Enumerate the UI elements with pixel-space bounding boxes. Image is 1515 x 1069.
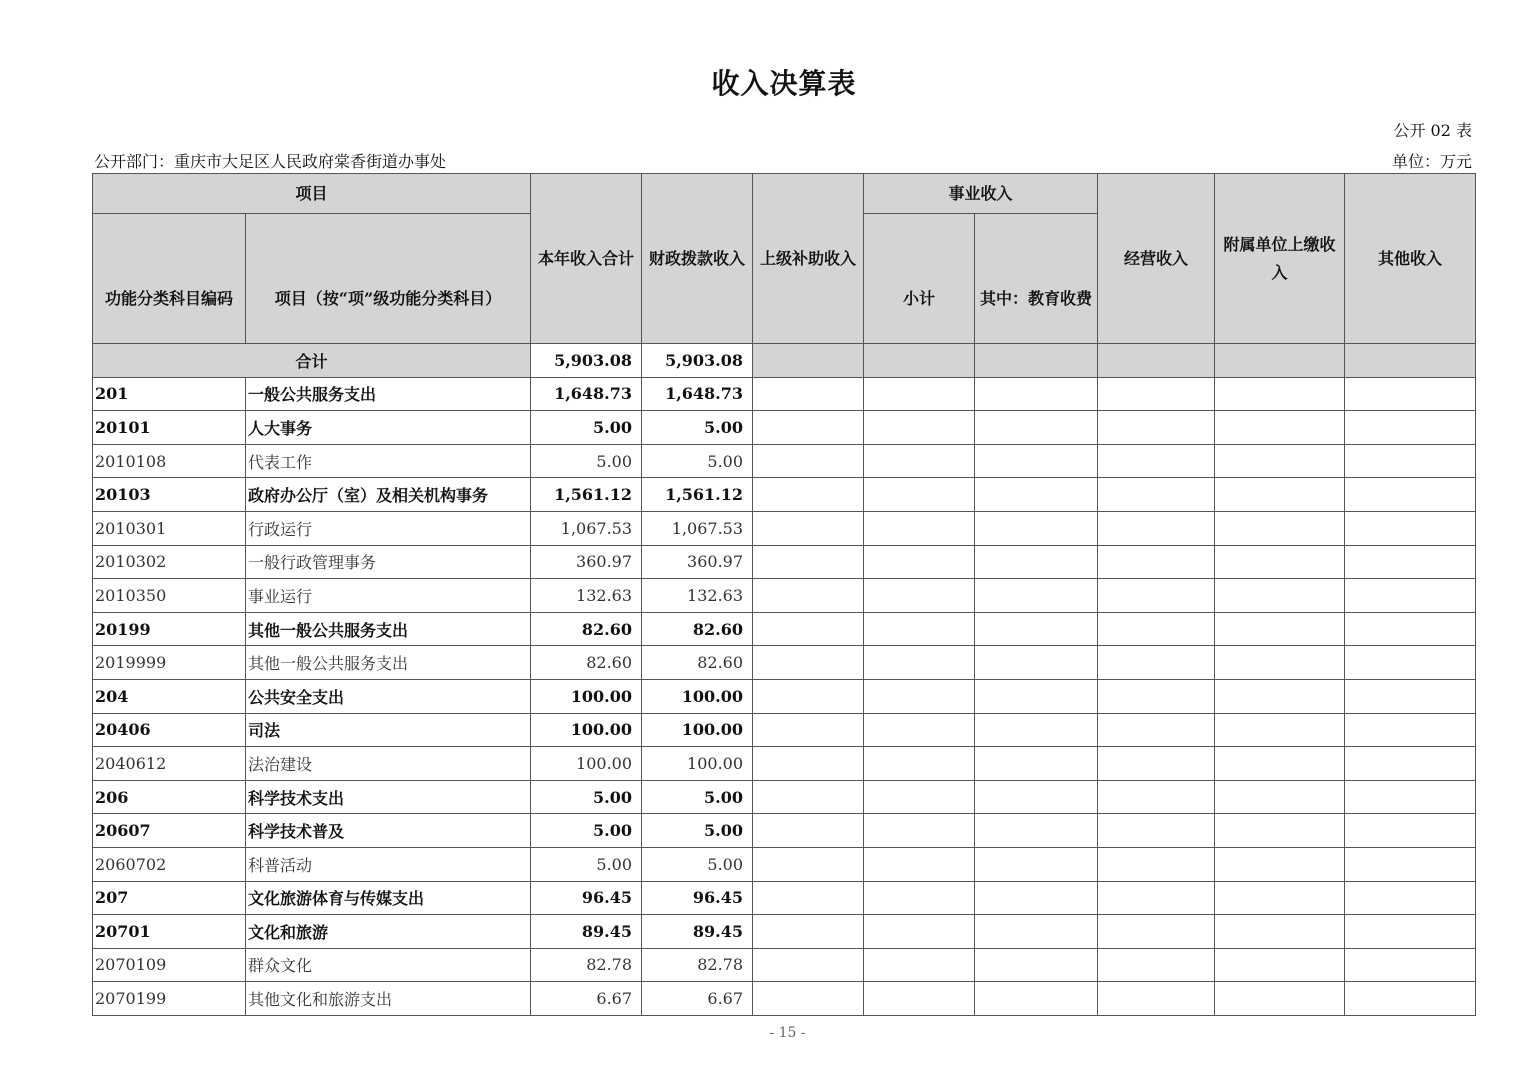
unit-label: 单位：万元 bbox=[1391, 152, 1472, 171]
row-upper bbox=[753, 982, 864, 1016]
row-other bbox=[1345, 780, 1476, 814]
row-upper bbox=[753, 881, 864, 915]
row-code: 207 bbox=[93, 881, 246, 915]
row-upper bbox=[753, 444, 864, 478]
row-operating bbox=[1098, 444, 1215, 478]
row-fiscal: 89.45 bbox=[642, 915, 753, 949]
row-subtotal bbox=[864, 915, 975, 949]
row-code: 201 bbox=[93, 377, 246, 411]
row-upper bbox=[753, 948, 864, 982]
form-number: 公开 02 表 bbox=[1393, 121, 1472, 140]
row-fiscal: 82.78 bbox=[642, 948, 753, 982]
row-name: 司法 bbox=[246, 713, 531, 747]
row-affiliated bbox=[1215, 747, 1345, 781]
row-affiliated bbox=[1215, 646, 1345, 680]
header-operating: 经营收入 bbox=[1098, 174, 1215, 344]
row-total: 1,561.12 bbox=[531, 478, 642, 512]
row-affiliated bbox=[1215, 679, 1345, 713]
row-code: 20103 bbox=[93, 478, 246, 512]
row-operating bbox=[1098, 646, 1215, 680]
row-operating bbox=[1098, 377, 1215, 411]
row-upper bbox=[753, 545, 864, 579]
table-row bbox=[93, 612, 1476, 646]
row-subtotal bbox=[864, 478, 975, 512]
row-code: 2019999 bbox=[93, 646, 246, 680]
row-upper bbox=[753, 747, 864, 781]
row-total: 5.00 bbox=[531, 780, 642, 814]
row-fiscal: 1,561.12 bbox=[642, 478, 753, 512]
row-total: 89.45 bbox=[531, 915, 642, 949]
total-income: 5,903.08 bbox=[531, 344, 642, 378]
row-operating bbox=[1098, 881, 1215, 915]
row-other bbox=[1345, 679, 1476, 713]
row-affiliated bbox=[1215, 478, 1345, 512]
row-affiliated bbox=[1215, 948, 1345, 982]
header-fiscal: 财政拨款收入 bbox=[642, 174, 753, 344]
row-name: 科学技术普及 bbox=[246, 814, 531, 848]
department-label: 公开部门：重庆市大足区人民政府棠香街道办事处 bbox=[94, 152, 447, 171]
row-operating bbox=[1098, 679, 1215, 713]
row-subtotal bbox=[864, 679, 975, 713]
row-total: 5.00 bbox=[531, 847, 642, 881]
row-other bbox=[1345, 444, 1476, 478]
row-name: 其他文化和旅游支出 bbox=[246, 982, 531, 1016]
row-other bbox=[1345, 915, 1476, 949]
table-row bbox=[93, 948, 1476, 982]
total-row bbox=[93, 344, 1476, 378]
row-other bbox=[1345, 814, 1476, 848]
table-row bbox=[93, 377, 1476, 411]
table-row bbox=[93, 646, 1476, 680]
row-subtotal bbox=[864, 579, 975, 613]
row-edu bbox=[975, 545, 1098, 579]
row-affiliated bbox=[1215, 377, 1345, 411]
row-subtotal bbox=[864, 847, 975, 881]
table-row bbox=[93, 478, 1476, 512]
table-header bbox=[93, 174, 1476, 344]
row-code: 204 bbox=[93, 679, 246, 713]
row-total: 100.00 bbox=[531, 713, 642, 747]
row-code: 2040612 bbox=[93, 747, 246, 781]
table-row bbox=[93, 713, 1476, 747]
row-total: 100.00 bbox=[531, 679, 642, 713]
table-row bbox=[93, 579, 1476, 613]
row-other bbox=[1345, 982, 1476, 1016]
page-number: - 15 - bbox=[769, 1025, 806, 1041]
row-subtotal bbox=[864, 444, 975, 478]
row-edu bbox=[975, 747, 1098, 781]
row-name: 其他一般公共服务支出 bbox=[246, 612, 531, 646]
row-affiliated bbox=[1215, 881, 1345, 915]
total-operating bbox=[1098, 344, 1215, 378]
table-row bbox=[93, 679, 1476, 713]
row-fiscal: 82.60 bbox=[642, 646, 753, 680]
row-subtotal bbox=[864, 612, 975, 646]
row-edu bbox=[975, 982, 1098, 1016]
row-total: 360.97 bbox=[531, 545, 642, 579]
row-fiscal: 5.00 bbox=[642, 411, 753, 445]
row-upper bbox=[753, 915, 864, 949]
row-code: 2070109 bbox=[93, 948, 246, 982]
row-name: 法治建设 bbox=[246, 747, 531, 781]
row-name: 文化和旅游 bbox=[246, 915, 531, 949]
total-affiliated bbox=[1215, 344, 1345, 378]
row-subtotal bbox=[864, 411, 975, 445]
table-row bbox=[93, 747, 1476, 781]
row-operating bbox=[1098, 713, 1215, 747]
row-total: 5.00 bbox=[531, 444, 642, 478]
total-other bbox=[1345, 344, 1476, 378]
header-subtotal: 小计 bbox=[864, 214, 975, 344]
table-row bbox=[93, 511, 1476, 545]
row-edu bbox=[975, 780, 1098, 814]
row-fiscal: 82.60 bbox=[642, 612, 753, 646]
row-operating bbox=[1098, 478, 1215, 512]
row-name: 其他一般公共服务支出 bbox=[246, 646, 531, 680]
row-other bbox=[1345, 411, 1476, 445]
row-name: 公共安全支出 bbox=[246, 679, 531, 713]
row-upper bbox=[753, 511, 864, 545]
row-affiliated bbox=[1215, 915, 1345, 949]
row-subtotal bbox=[864, 814, 975, 848]
row-name: 科普活动 bbox=[246, 847, 531, 881]
row-code: 2070199 bbox=[93, 982, 246, 1016]
row-subtotal bbox=[864, 511, 975, 545]
total-fiscal: 5,903.08 bbox=[642, 344, 753, 378]
row-name: 一般公共服务支出 bbox=[246, 377, 531, 411]
row-code: 2010302 bbox=[93, 545, 246, 579]
row-edu bbox=[975, 915, 1098, 949]
row-total: 6.67 bbox=[531, 982, 642, 1016]
row-operating bbox=[1098, 545, 1215, 579]
total-label: 合计 bbox=[93, 344, 531, 378]
row-edu bbox=[975, 713, 1098, 747]
row-code: 20199 bbox=[93, 612, 246, 646]
row-upper bbox=[753, 814, 864, 848]
row-fiscal: 5.00 bbox=[642, 847, 753, 881]
row-other bbox=[1345, 511, 1476, 545]
row-upper bbox=[753, 478, 864, 512]
row-edu bbox=[975, 679, 1098, 713]
row-code: 2010350 bbox=[93, 579, 246, 613]
page-title: 收入决算表 bbox=[711, 67, 857, 100]
row-subtotal bbox=[864, 780, 975, 814]
table-row bbox=[93, 444, 1476, 478]
row-code: 20406 bbox=[93, 713, 246, 747]
row-edu bbox=[975, 814, 1098, 848]
row-affiliated bbox=[1215, 612, 1345, 646]
row-other bbox=[1345, 478, 1476, 512]
row-code: 20101 bbox=[93, 411, 246, 445]
row-total: 82.60 bbox=[531, 646, 642, 680]
row-affiliated bbox=[1215, 847, 1345, 881]
row-operating bbox=[1098, 511, 1215, 545]
total-subtotal bbox=[864, 344, 975, 378]
row-operating bbox=[1098, 847, 1215, 881]
row-edu bbox=[975, 511, 1098, 545]
table-row bbox=[93, 881, 1476, 915]
row-total: 1,648.73 bbox=[531, 377, 642, 411]
row-fiscal: 5.00 bbox=[642, 814, 753, 848]
table-row bbox=[93, 982, 1476, 1016]
row-code: 20607 bbox=[93, 814, 246, 848]
row-affiliated bbox=[1215, 511, 1345, 545]
row-fiscal: 1,648.73 bbox=[642, 377, 753, 411]
row-affiliated bbox=[1215, 579, 1345, 613]
row-name: 科学技术支出 bbox=[246, 780, 531, 814]
row-fiscal: 5.00 bbox=[642, 444, 753, 478]
row-other bbox=[1345, 579, 1476, 613]
row-name: 行政运行 bbox=[246, 511, 531, 545]
table-row bbox=[93, 915, 1476, 949]
row-operating bbox=[1098, 948, 1215, 982]
row-name: 一般行政管理事务 bbox=[246, 545, 531, 579]
row-affiliated bbox=[1215, 814, 1345, 848]
header-other: 其他收入 bbox=[1345, 174, 1476, 344]
row-code: 206 bbox=[93, 780, 246, 814]
row-fiscal: 100.00 bbox=[642, 747, 753, 781]
row-code: 20701 bbox=[93, 915, 246, 949]
row-fiscal: 132.63 bbox=[642, 579, 753, 613]
header-item: 项目 bbox=[93, 174, 531, 214]
row-total: 100.00 bbox=[531, 747, 642, 781]
table-row bbox=[93, 780, 1476, 814]
row-other bbox=[1345, 881, 1476, 915]
row-total: 5.00 bbox=[531, 411, 642, 445]
row-affiliated bbox=[1215, 982, 1345, 1016]
row-upper bbox=[753, 847, 864, 881]
row-affiliated bbox=[1215, 780, 1345, 814]
row-edu bbox=[975, 881, 1098, 915]
row-other bbox=[1345, 747, 1476, 781]
row-subtotal bbox=[864, 545, 975, 579]
row-fiscal: 360.97 bbox=[642, 545, 753, 579]
row-fiscal: 1,067.53 bbox=[642, 511, 753, 545]
header-code: 功能分类科目编码 bbox=[93, 214, 246, 344]
row-total: 132.63 bbox=[531, 579, 642, 613]
row-operating bbox=[1098, 780, 1215, 814]
table-row bbox=[93, 847, 1476, 881]
row-code: 2060702 bbox=[93, 847, 246, 881]
row-fiscal: 96.45 bbox=[642, 881, 753, 915]
row-subtotal bbox=[864, 747, 975, 781]
row-other bbox=[1345, 948, 1476, 982]
row-operating bbox=[1098, 982, 1215, 1016]
header-edu: 其中：教育收费 bbox=[975, 214, 1098, 344]
row-name: 文化旅游体育与传媒支出 bbox=[246, 881, 531, 915]
table-row bbox=[93, 545, 1476, 579]
row-name: 政府办公厅（室）及相关机构事务 bbox=[246, 478, 531, 512]
row-upper bbox=[753, 411, 864, 445]
row-upper bbox=[753, 780, 864, 814]
header-business: 事业收入 bbox=[864, 174, 1098, 214]
row-total: 96.45 bbox=[531, 881, 642, 915]
header-name: 项目（按“项”级功能分类科目） bbox=[246, 214, 531, 344]
row-upper bbox=[753, 377, 864, 411]
row-affiliated bbox=[1215, 411, 1345, 445]
row-upper bbox=[753, 579, 864, 613]
row-subtotal bbox=[864, 713, 975, 747]
row-other bbox=[1345, 847, 1476, 881]
row-total: 82.60 bbox=[531, 612, 642, 646]
header-total: 本年收入合计 bbox=[531, 174, 642, 344]
row-name: 群众文化 bbox=[246, 948, 531, 982]
row-other bbox=[1345, 646, 1476, 680]
row-total: 5.00 bbox=[531, 814, 642, 848]
row-fiscal: 100.00 bbox=[642, 679, 753, 713]
row-upper bbox=[753, 713, 864, 747]
row-operating bbox=[1098, 612, 1215, 646]
row-total: 82.78 bbox=[531, 948, 642, 982]
header-upper: 上级补助收入 bbox=[753, 174, 864, 344]
row-name: 代表工作 bbox=[246, 444, 531, 478]
row-subtotal bbox=[864, 982, 975, 1016]
row-code: 2010301 bbox=[93, 511, 246, 545]
row-edu bbox=[975, 411, 1098, 445]
row-operating bbox=[1098, 814, 1215, 848]
row-affiliated bbox=[1215, 713, 1345, 747]
row-other bbox=[1345, 713, 1476, 747]
row-edu bbox=[975, 579, 1098, 613]
row-subtotal bbox=[864, 881, 975, 915]
row-affiliated bbox=[1215, 444, 1345, 478]
row-other bbox=[1345, 377, 1476, 411]
row-subtotal bbox=[864, 377, 975, 411]
income-table bbox=[92, 173, 1476, 1016]
row-upper bbox=[753, 612, 864, 646]
row-edu bbox=[975, 377, 1098, 411]
row-operating bbox=[1098, 915, 1215, 949]
table-body bbox=[93, 344, 1476, 1016]
row-operating bbox=[1098, 747, 1215, 781]
row-edu bbox=[975, 646, 1098, 680]
total-upper bbox=[753, 344, 864, 378]
row-fiscal: 6.67 bbox=[642, 982, 753, 1016]
row-upper bbox=[753, 679, 864, 713]
table-row bbox=[93, 411, 1476, 445]
row-operating bbox=[1098, 579, 1215, 613]
header-affiliated: 附属单位上缴收入 bbox=[1215, 174, 1345, 344]
row-affiliated bbox=[1215, 545, 1345, 579]
row-name: 事业运行 bbox=[246, 579, 531, 613]
row-other bbox=[1345, 545, 1476, 579]
row-operating bbox=[1098, 411, 1215, 445]
row-subtotal bbox=[864, 948, 975, 982]
row-other bbox=[1345, 612, 1476, 646]
row-subtotal bbox=[864, 646, 975, 680]
row-edu bbox=[975, 847, 1098, 881]
table-row bbox=[93, 814, 1476, 848]
row-edu bbox=[975, 612, 1098, 646]
row-fiscal: 100.00 bbox=[642, 713, 753, 747]
row-name: 人大事务 bbox=[246, 411, 531, 445]
row-edu bbox=[975, 444, 1098, 478]
total-edu bbox=[975, 344, 1098, 378]
row-upper bbox=[753, 646, 864, 680]
row-edu bbox=[975, 948, 1098, 982]
row-fiscal: 5.00 bbox=[642, 780, 753, 814]
row-total: 1,067.53 bbox=[531, 511, 642, 545]
row-code: 2010108 bbox=[93, 444, 246, 478]
row-edu bbox=[975, 478, 1098, 512]
